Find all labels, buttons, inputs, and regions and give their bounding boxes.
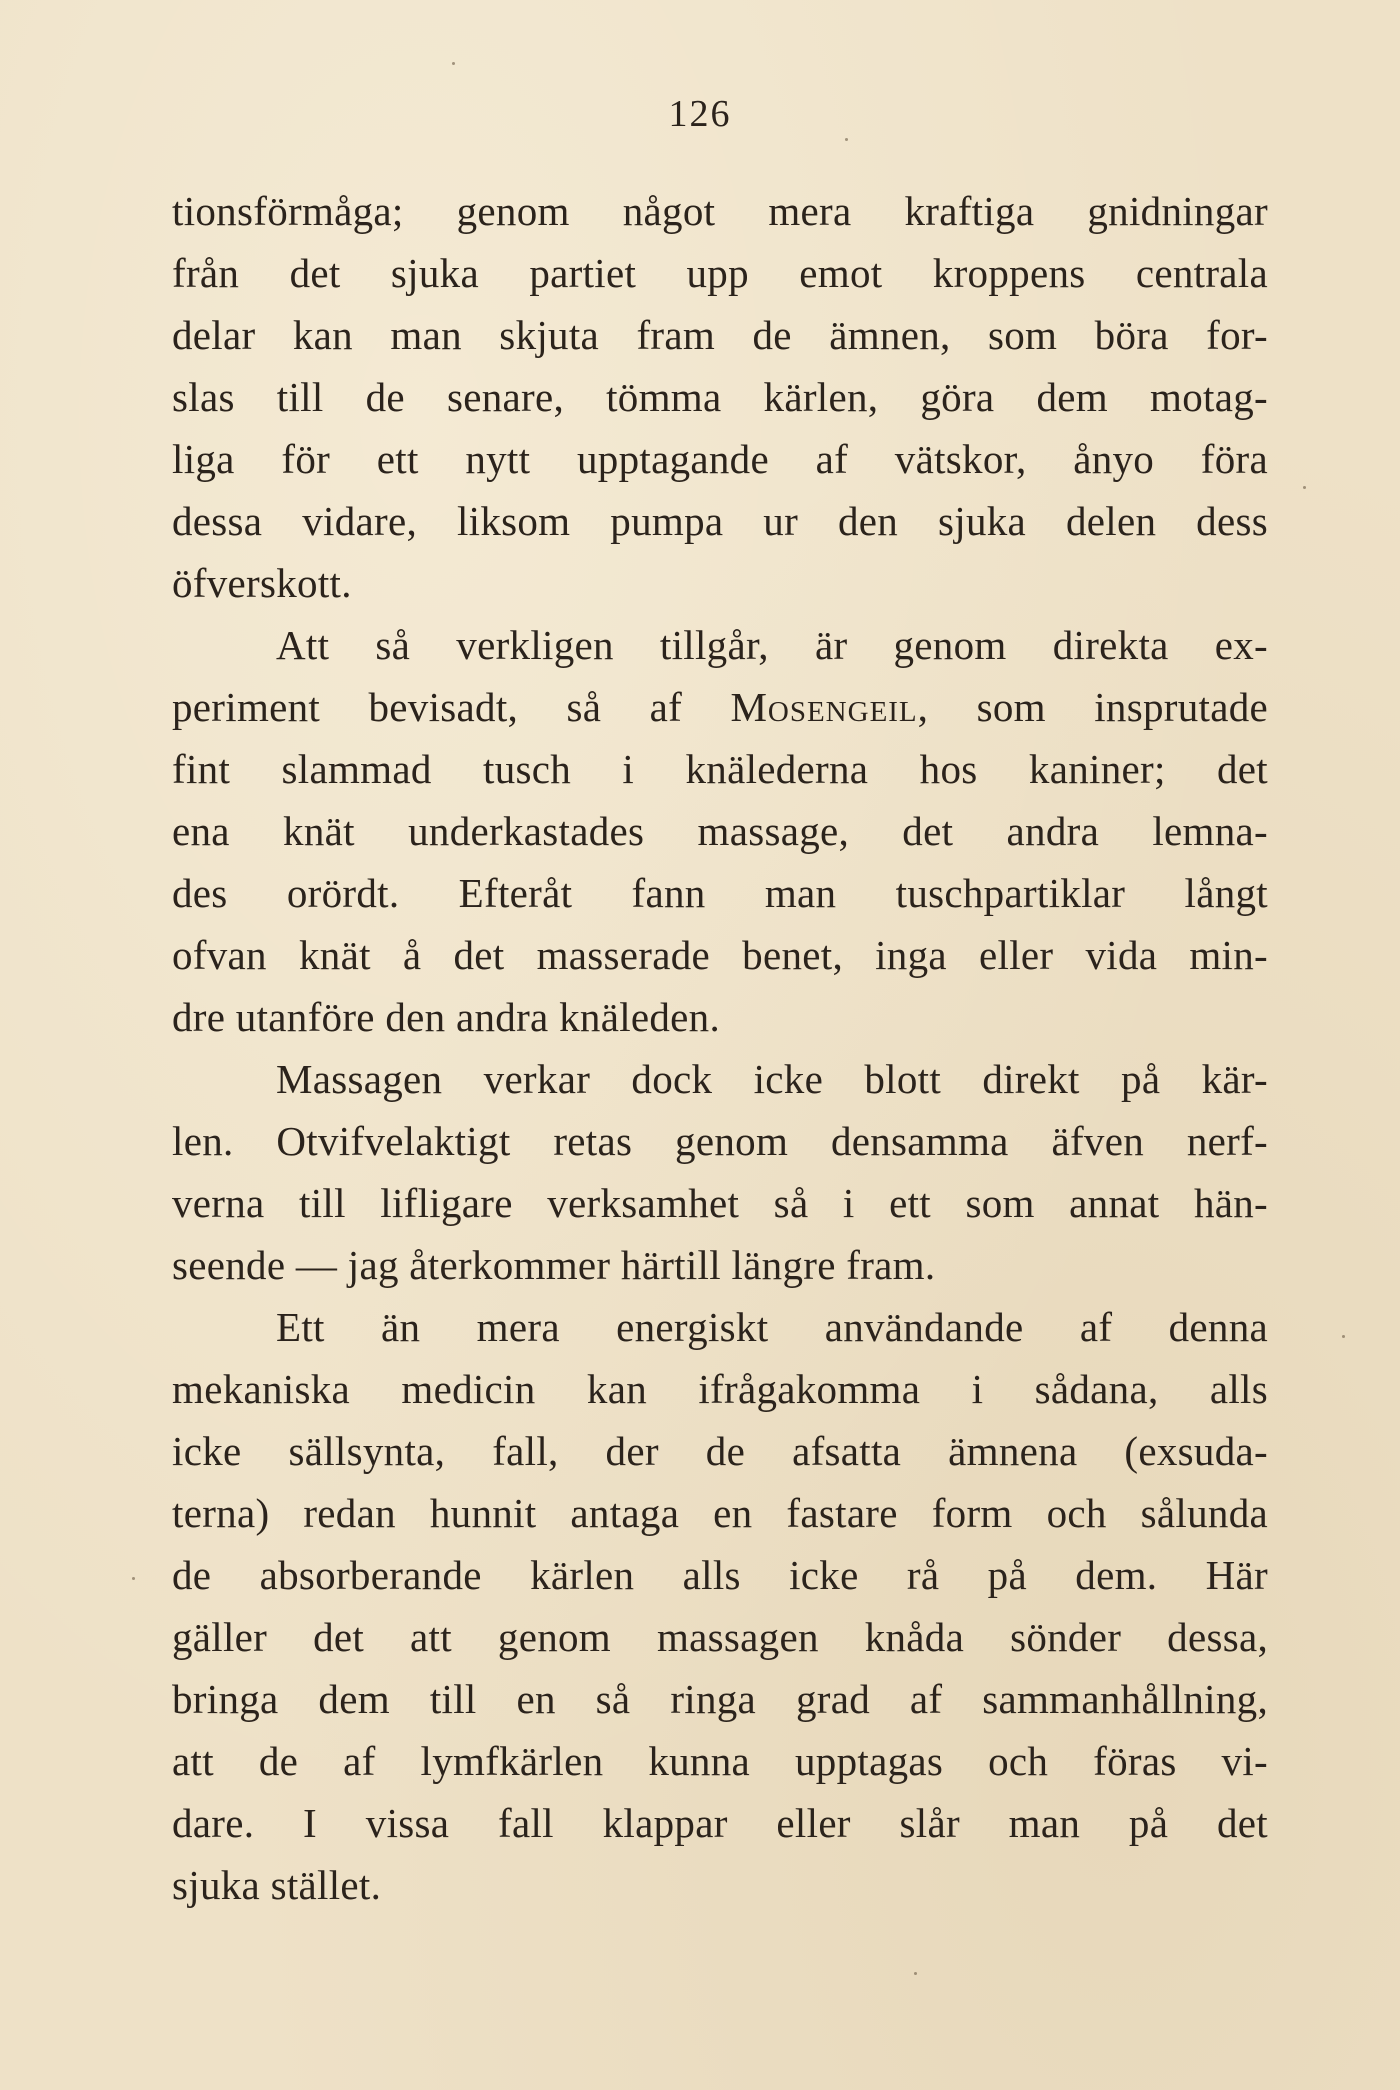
text-line: liga för ett nytt upptagande af vätskor, ånyo föra <box>172 436 1268 482</box>
text-line: tionsförmåga; genom något mera kraftiga gnidningar <box>172 188 1268 234</box>
line-suffix: , som insprutade <box>917 684 1268 730</box>
line-prefix: periment bevisadt, så af <box>172 684 731 730</box>
paragraph-2 <box>172 614 1268 1048</box>
text-line: des orördt. Efteråt fann man tuschpartiklar långt <box>172 870 1268 916</box>
text-line: len. Otvifvelaktigt retas genom densamma äfven nerf- <box>172 1118 1268 1164</box>
paper-speck <box>1303 486 1306 489</box>
text-line: sjuka stället. <box>172 1862 382 1908</box>
paragraph-1 <box>172 180 1268 614</box>
text-line: dre utanföre den andra knäleden. <box>172 994 721 1040</box>
text-line: Att så verkligen tillgår, är genom direkta ex- <box>276 622 1268 668</box>
paper-speck <box>132 1577 135 1580</box>
text-line: mekaniska medicin kan ifrågakomma i sådana, alls <box>172 1366 1268 1412</box>
paragraph-4 <box>172 1296 1268 1916</box>
text-line: bringa dem till en så ringa grad af sammanhållning, <box>172 1676 1268 1722</box>
page-number: 126 <box>668 93 732 135</box>
text-line: öfverskott. <box>172 560 352 606</box>
text-line: terna) redan hunnit antaga en fastare form och sålunda <box>172 1490 1268 1536</box>
text-line: delar kan man skjuta fram de ämnen, som böra for- <box>172 312 1268 358</box>
text-line-with-author <box>172 676 1268 738</box>
text-line: att de af lymfkärlen kunna upptagas och föras vi- <box>172 1738 1268 1784</box>
text-line: Massagen verkar dock icke blott direkt på kär- <box>276 1056 1268 1102</box>
text-line: dare. I vissa fall klappar eller slår man på det <box>172 1800 1268 1846</box>
paper-speck <box>1342 1335 1345 1338</box>
author-name: Mosengeil <box>730 684 918 730</box>
text-body <box>172 180 1268 1916</box>
paragraph-3 <box>172 1048 1268 1296</box>
text-line: ofvan knät å det masserade benet, inga eller vida min- <box>172 932 1268 978</box>
text-line: Ett än mera energiskt användande af denna <box>276 1304 1268 1350</box>
paper-speck <box>914 1972 917 1975</box>
text-line: fint slammad tusch i knälederna hos kaniner; det <box>172 746 1268 792</box>
text-line: verna till lifligare verksamhet så i ett som annat hän- <box>172 1180 1268 1226</box>
paper-speck <box>452 62 455 65</box>
text-line: seende — jag återkommer härtill längre fram. <box>172 1242 936 1288</box>
text-line: icke sällsynta, fall, der de afsatta ämnena (exsuda- <box>172 1428 1268 1474</box>
paper-speck <box>845 138 848 141</box>
text-line: ena knät underkastades massage, det andra lemna- <box>172 808 1268 854</box>
text-line: slas till de senare, tömma kärlen, göra dem motag- <box>172 374 1268 420</box>
text-line: från det sjuka partiet upp emot kroppens centrala <box>172 250 1268 296</box>
text-line: dessa vidare, liksom pumpa ur den sjuka delen dess <box>172 498 1268 544</box>
text-line: gäller det att genom massagen knåda sönder dessa, <box>172 1614 1268 1660</box>
text-line: de absorberande kärlen alls icke rå på dem. Här <box>172 1552 1268 1598</box>
